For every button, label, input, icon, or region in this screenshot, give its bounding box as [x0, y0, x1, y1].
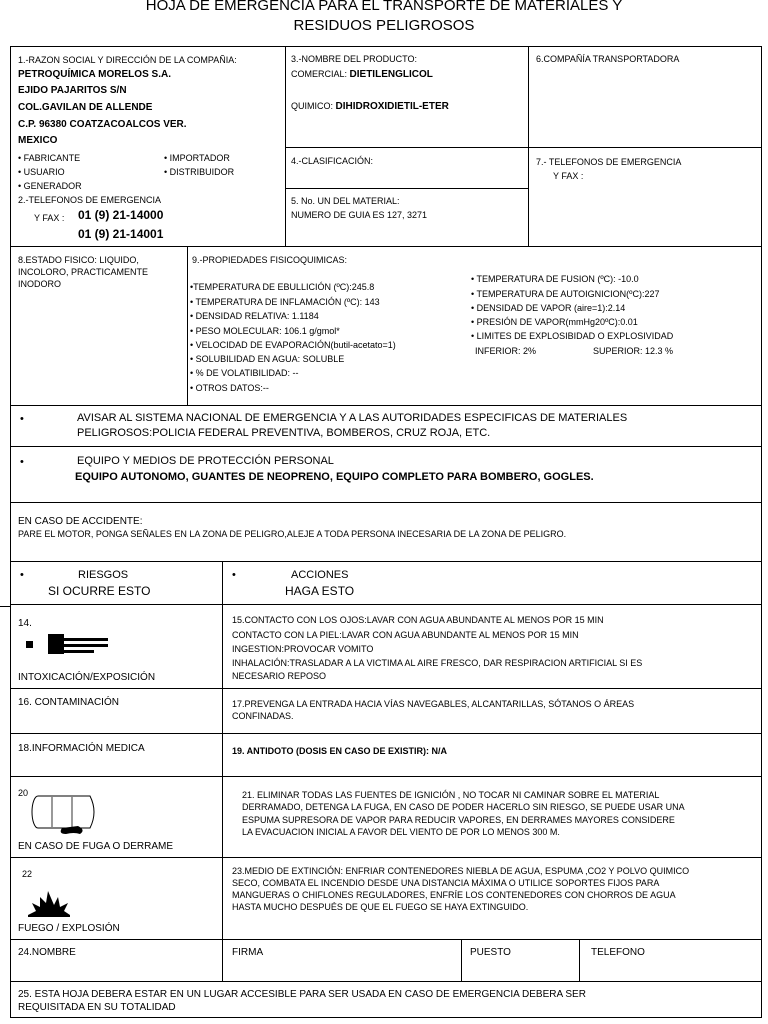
explosive-limit-inferior: INFERIOR: 2%	[475, 346, 537, 356]
row-divider	[10, 502, 762, 503]
acciones-title: ACCIONES	[291, 569, 349, 581]
section-7-line-2: Y FAX :	[553, 171, 584, 181]
company-line: COL.GAVILAN DE ALLENDE	[18, 102, 153, 113]
riesgos-bullet: •	[20, 569, 24, 581]
column-divider	[285, 46, 286, 246]
cell-divider	[528, 147, 762, 148]
property-left: • PESO MOLECULAR: 106.1 g/gmol*	[190, 326, 340, 336]
emergency-phone-1: 01 (9) 21-14000	[78, 208, 164, 222]
row-21-line: LA EVACUACION INICIAL A FAVOR DEL VIENTO DE POR LO MENOS 300 M.	[242, 827, 560, 837]
row-18-label: 18.INFORMACIÓN MEDICA	[18, 743, 145, 754]
avisar-line-2: PELIGROSOS:POLICIA FEDERAL PREVENTIVA, BOMBEROS, CRUZ ROJA, ETC.	[77, 427, 491, 439]
section-5-line-1: 5. No. UN DEL MATERIAL:	[291, 196, 400, 206]
company-line: PETROQUÍMICA MORELOS S.A.	[18, 69, 171, 80]
option-fabricante: • FABRICANTE	[18, 153, 81, 163]
row-divider	[10, 405, 762, 406]
column-divider	[579, 939, 580, 981]
cell-divider	[285, 147, 528, 148]
equipo-bullet: •	[20, 456, 24, 468]
spilled-barrel-icon	[28, 792, 104, 836]
comercial-value: DIETILENGLICOL	[349, 69, 433, 80]
option-usuario: • USUARIO	[18, 167, 65, 177]
riesgos-subtitle: SI OCURRE ESTO	[48, 584, 151, 598]
section-3-label: 3.-NOMBRE DEL PRODUCTO:	[291, 54, 418, 64]
section-7-line-1: 7.- TELEFONOS DE EMERGENCIA	[536, 157, 682, 167]
row-15-line: NECESARIO REPOSO	[232, 671, 327, 681]
row-17-line: CONFINADAS.	[232, 711, 294, 721]
column-divider	[222, 561, 223, 981]
equipo-detail: EQUIPO AUTONOMO, GUANTES DE NEOPRENO, EQUIPO COMPLETO PARA BOMBERO, GOGLES.	[75, 471, 594, 483]
section-8-line: INCOLORO, PRACTICAMENTE	[18, 267, 149, 277]
row-23-line: 23.MEDIO DE EXTINCIÓN: ENFRIAR CONTENEDORES NIEBLA DE AGUA, ESPUMA ,CO2 Y POLVO QUIMICO	[232, 866, 690, 876]
company-line: C.P. 96380 COATZACOALCOS VER.	[18, 119, 187, 130]
row-20-number: 20	[18, 788, 29, 798]
acciones-bullet: •	[232, 569, 236, 581]
property-left: •TEMPERATURA DE EBULLICIÓN (ºC):245.8	[190, 282, 375, 292]
row-14-label: INTOXICACIÓN/EXPOSICIÓN	[18, 672, 156, 683]
equipo-title: EQUIPO Y MEDIOS DE PROTECCIÓN PERSONAL	[77, 455, 334, 467]
fax-label: Y FAX :	[34, 213, 65, 223]
property-left: • VELOCIDAD DE EVAPORACIÓN(butil-acetato=1)	[190, 340, 396, 350]
property-left: • SOLUBILIDAD EN AGUA: SOLUBLE	[190, 354, 345, 364]
row-15-line: INGESTION:PROVOCAR VOMITO	[232, 644, 374, 654]
toxic-person-icon	[22, 630, 112, 658]
firma-label: FIRMA	[232, 947, 264, 958]
row-16-label: 16. CONTAMINACIÓN	[18, 697, 119, 708]
row-divider	[10, 561, 762, 562]
riesgos-title: RIESGOS	[78, 569, 129, 581]
puesto-label: PUESTO	[470, 947, 511, 958]
margin-tick	[0, 606, 10, 607]
row-divider	[10, 733, 762, 734]
column-divider	[528, 46, 529, 246]
accidente-detail: PARE EL MOTOR, PONGA SEÑALES EN LA ZONA DE PELIGRO,ALEJE A TODA PERSONA INECESARIA DE LA ZONA DE PELIGRO.	[18, 529, 567, 539]
property-left: • % DE VOLATIBILIDAD: --	[190, 368, 299, 378]
row-divider	[10, 246, 762, 247]
row-21-line: ESPUMA SUPRESORA DE VAPOR PARA REDUCIR VAPORES, EN DERRAMES MAYORES CONSIDERE	[242, 815, 675, 825]
option-generador: • GENERADOR	[18, 181, 82, 191]
row-divider	[10, 604, 762, 605]
row-25-line-1: 25. ESTA HOJA DEBERA ESTAR EN UN LUGAR ACCESIBLE PARA SER USADA EN CASO DE EMERGENCIA DEBERA SER	[18, 989, 586, 1000]
property-right: • LIMITES DE EXPLOSIBIDAD O EXPLOSIVIDAD	[471, 331, 674, 341]
row-divider	[10, 939, 762, 940]
section-8-line: 8.ESTADO FISICO: LIQUIDO,	[18, 255, 139, 265]
row-15-line: CONTACTO CON LA PIEL:LAVAR CON AGUA ABUNDANTE AL MENOS POR 15 MIN	[232, 630, 579, 640]
row-15-line: 15.CONTACTO CON LOS OJOS:LAVAR CON AGUA ABUNDANTE AL MENOS POR 15 MIN	[232, 615, 604, 625]
option-distribuidor: • DISTRIBUIDOR	[164, 167, 235, 177]
row-23-line: SECO, COMBATA EL INCENDIO DESDE UNA DISTANCIA MÁXIMA O UTILICE SOPORTES FIJOS PARA	[232, 878, 660, 888]
row-divider	[10, 776, 762, 777]
section-6-label: 6.COMPAÑÍA TRANSPORTADORA	[536, 54, 680, 64]
property-left: • DENSIDAD RELATIVA: 1.1184	[190, 311, 319, 321]
product-name-quimico	[291, 100, 449, 113]
avisar-bullet: •	[20, 413, 24, 425]
form-title-line-2: RESIDUOS PELIGROSOS	[293, 17, 475, 34]
row-21-line: 21. ELIMINAR TODAS LAS FUENTES DE IGNICIÓN , NO TOCAR NI CAMINAR SOBRE EL MATERIAL	[242, 790, 660, 800]
row-19-label: 19. ANTIDOTO (DOSIS EN CASO DE EXISTIR): N/A	[232, 746, 448, 756]
telefono-label: TELEFONO	[591, 947, 645, 958]
property-right: • TEMPERATURA DE FUSION (ºC): -10.0	[471, 274, 639, 284]
quimico-value: DIHIDROXIDIETIL-ETER	[335, 101, 449, 112]
section-4-label: 4.-CLASIFICACIÓN:	[291, 156, 374, 166]
avisar-line-1: AVISAR AL SISTEMA NACIONAL DE EMERGENCIA Y A LAS AUTORIDADES ESPECIFICAS DE MATERIALES	[77, 412, 628, 424]
row-divider	[10, 446, 762, 447]
comercial-label: COMERCIAL:	[291, 69, 348, 79]
company-line: EJIDO PAJARITOS S/N	[18, 85, 127, 96]
property-left: • OTROS DATOS:--	[190, 383, 269, 393]
flame-explosion-icon	[24, 883, 74, 919]
property-left: • TEMPERATURA DE INFLAMACIÓN (ºC): 143	[190, 297, 380, 307]
quimico-label: QUIMICO:	[291, 101, 333, 111]
row-20-label: EN CASO DE FUGA O DERRAME	[18, 841, 174, 852]
section-5-line-2: NUMERO DE GUIA ES 127, 3271	[291, 210, 428, 220]
form-title-line-1: HOJA DE EMERGENCIA PARA EL TRANSPORTE DE MATERIALES Y	[145, 0, 623, 14]
row-22-number: 22	[22, 869, 33, 879]
section-1-label: 1.-RAZON SOCIAL Y DIRECCIÓN DE LA COMPAÑIA:	[18, 55, 237, 65]
explosive-limit-superior: SUPERIOR: 12.3 %	[593, 346, 674, 356]
row-22-label: FUEGO / EXPLOSIÓN	[18, 923, 120, 934]
property-right: • TEMPERATURA DE AUTOIGNICION(ºC):227	[471, 289, 660, 299]
row-25-line-2: REQUISITADA EN SU TOTALIDAD	[18, 1002, 176, 1013]
cell-divider	[285, 188, 528, 189]
product-name-comercial	[291, 68, 433, 81]
property-right: • PRESIÓN DE VAPOR(mmHg20ºC):0.01	[471, 317, 638, 327]
nombre-label: 24.NOMBRE	[18, 947, 76, 958]
row-23-line: MANGUERAS O CHIFLONES REGULADORES, ENFRÍE LOS CONTENEDORES CON CHORROS DE AGUA	[232, 890, 676, 900]
row-divider	[10, 688, 762, 689]
row-divider	[10, 857, 762, 858]
row-15-line: INHALACIÓN:TRASLADAR A LA VICTIMA AL AIRE FRESCO, DAR RESPIRACION ARTIFICIAL SI ES	[232, 658, 643, 668]
emergency-phone-2: 01 (9) 21-14001	[78, 227, 164, 241]
column-divider	[461, 939, 462, 981]
section-2-label: 2.-TELEFONOS DE EMERGENCIA	[18, 195, 162, 205]
row-17-line: 17.PREVENGA LA ENTRADA HACIA VÍAS NAVEGABLES, ALCANTARILLAS, SÓTANOS O ÁREAS	[232, 699, 635, 709]
acciones-subtitle: HAGA ESTO	[285, 584, 355, 598]
option-importador: • IMPORTADOR	[164, 153, 230, 163]
section-9-label: 9.-PROPIEDADES FISICOQUIMICAS:	[192, 255, 348, 265]
accidente-title: EN CASO DE ACCIDENTE:	[18, 516, 143, 527]
row-divider	[10, 981, 762, 982]
row-21-line: DERRAMADO, DETENGA LA FUGA, EN CASO DE PODER HACERLO SIN RIESGO, SE PUEDE USAR UNA	[242, 802, 685, 812]
property-right: • DENSIDAD DE VAPOR (aire=1):2.14	[471, 303, 626, 313]
row-23-line: HASTA MUCHO DESPUÉS DE QUE EL FUEGO SE HAYA EXTINGUIDO.	[232, 902, 529, 912]
company-line: MEXICO	[18, 135, 58, 146]
row-14-number: 14.	[18, 618, 32, 629]
column-divider	[187, 246, 188, 405]
section-8-line: INODORO	[18, 279, 62, 289]
